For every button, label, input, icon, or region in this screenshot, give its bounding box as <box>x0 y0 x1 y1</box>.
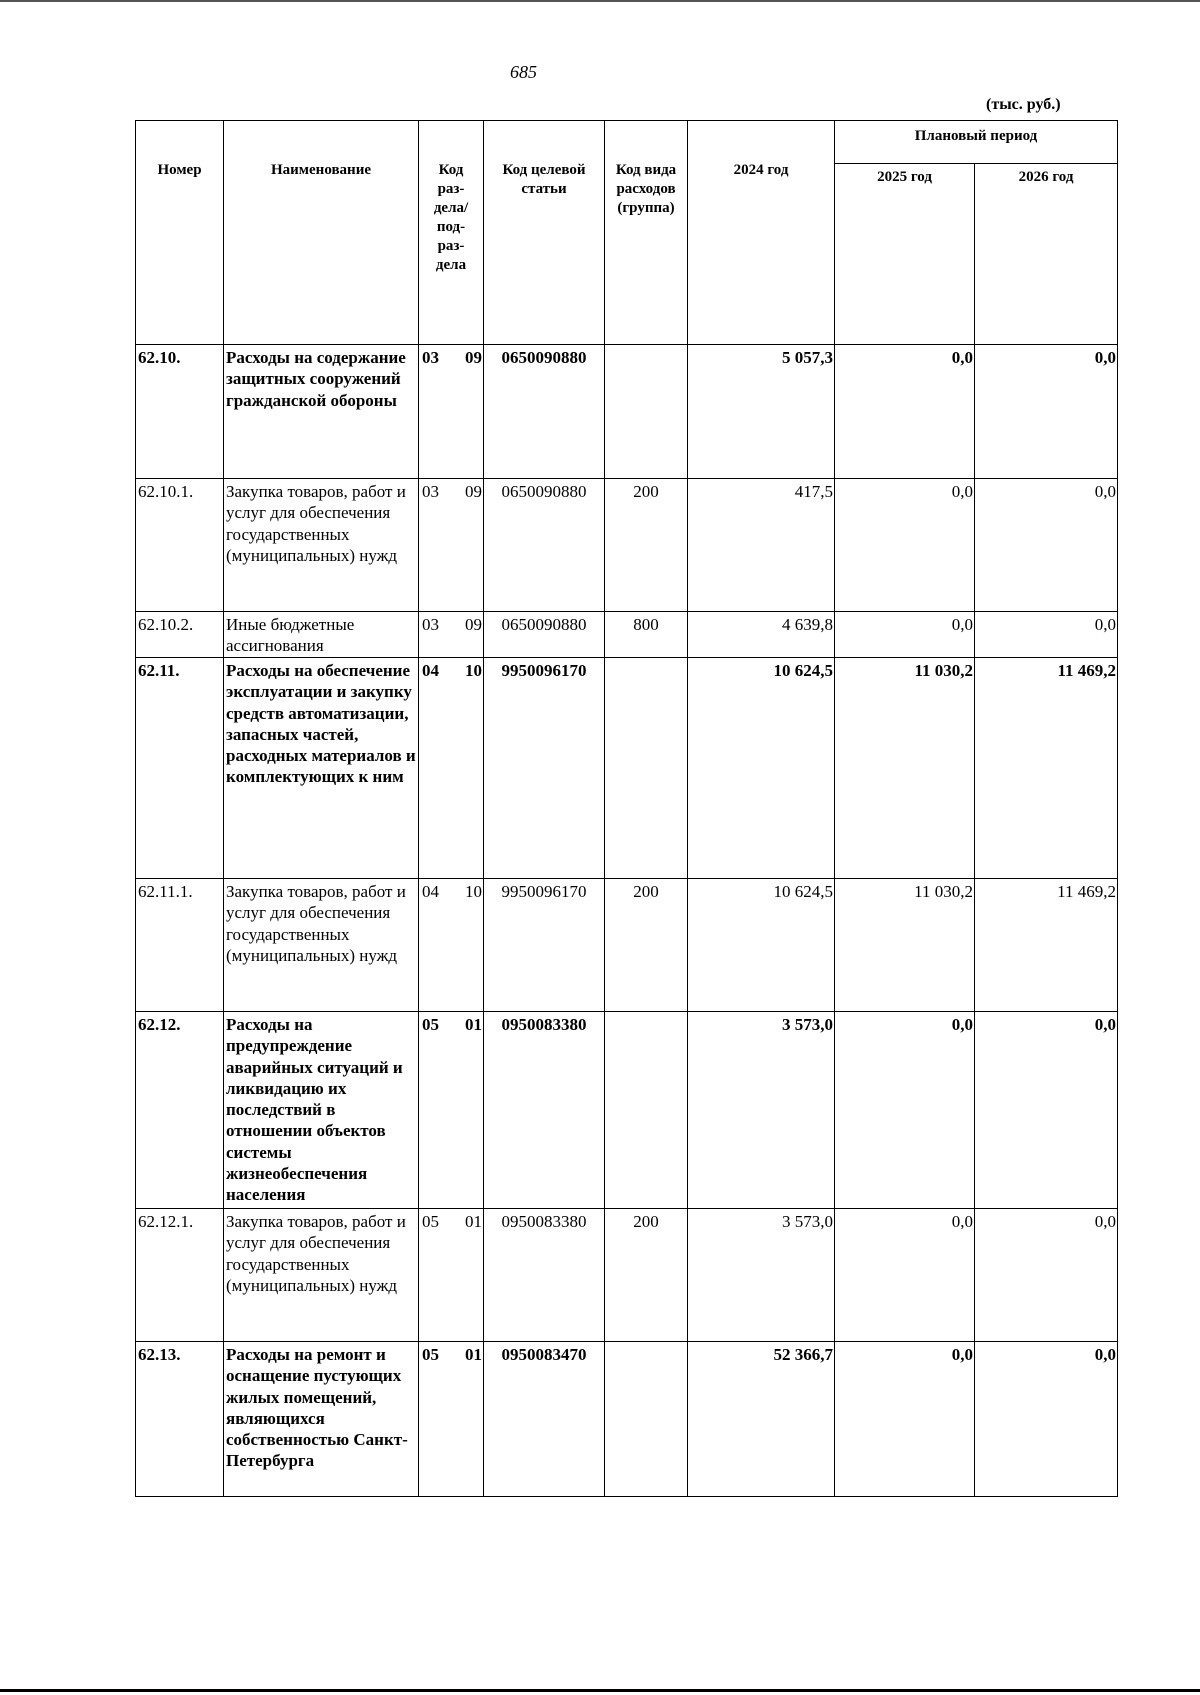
row-number: 62.10.2. <box>136 612 224 658</box>
row-amount-2024: 3 573,0 <box>688 1209 835 1342</box>
table-row <box>136 1342 1118 1497</box>
table-row <box>136 345 1118 479</box>
razdel: 05 <box>422 1212 439 1231</box>
table-row <box>136 1012 1118 1209</box>
podrazdel: 01 <box>465 1015 482 1034</box>
podrazdel: 09 <box>465 482 482 501</box>
table-row <box>136 658 1118 879</box>
row-amount-2024: 10 624,5 <box>688 658 835 879</box>
row-amount-2024: 417,5 <box>688 479 835 612</box>
row-amount-2026: 11 469,2 <box>975 658 1118 879</box>
row-amount-2024: 4 639,8 <box>688 612 835 658</box>
row-amount-2025: 0,0 <box>835 1209 975 1342</box>
podrazdel: 01 <box>465 1212 482 1231</box>
row-section-code <box>419 345 484 479</box>
table-row <box>136 1209 1118 1342</box>
row-number: 62.13. <box>136 1342 224 1497</box>
row-number: 62.12. <box>136 1012 224 1209</box>
row-number: 62.11. <box>136 658 224 879</box>
razdel: 05 <box>422 1015 439 1034</box>
row-expense-type: 200 <box>605 879 688 1012</box>
budget-table <box>135 120 1118 1497</box>
razdel: 03 <box>422 348 439 367</box>
row-number: 62.10.1. <box>136 479 224 612</box>
row-amount-2025: 0,0 <box>835 612 975 658</box>
row-target-code: 0950083470 <box>484 1342 605 1497</box>
row-amount-2024: 3 573,0 <box>688 1012 835 1209</box>
row-amount-2026: 0,0 <box>975 1209 1118 1342</box>
row-expense-type <box>605 345 688 479</box>
row-section-code <box>419 1209 484 1342</box>
razdel: 03 <box>422 482 439 501</box>
row-name: Закупка товаров, работ и услуг для обеспечения государственных (муниципальных) нужд <box>224 879 419 1012</box>
header-planning-period: Плановый период <box>835 121 1118 164</box>
row-target-code: 0950083380 <box>484 1012 605 1209</box>
row-number: 62.10. <box>136 345 224 479</box>
row-target-code: 9950096170 <box>484 879 605 1012</box>
row-target-code: 0950083380 <box>484 1209 605 1342</box>
row-section-code <box>419 612 484 658</box>
row-name: Расходы на ремонт и оснащение пустующих жилых помещений, являющихся собственностью Санкт-Петербурга <box>224 1342 419 1497</box>
header-name: Наименование <box>224 121 419 345</box>
units-label: (тыс. руб.) <box>986 96 1061 113</box>
table-row <box>136 479 1118 612</box>
podrazdel: 10 <box>465 882 482 901</box>
row-name: Иные бюджетные ассигнования <box>224 612 419 658</box>
row-target-code: 9950096170 <box>484 658 605 879</box>
row-section-code <box>419 879 484 1012</box>
row-amount-2025: 0,0 <box>835 1012 975 1209</box>
row-amount-2024: 10 624,5 <box>688 879 835 1012</box>
row-expense-type <box>605 1012 688 1209</box>
page-number: 685 <box>510 62 537 82</box>
row-amount-2025: 11 030,2 <box>835 879 975 1012</box>
podrazdel: 10 <box>465 661 482 680</box>
row-amount-2025: 0,0 <box>835 479 975 612</box>
row-number: 62.11.1. <box>136 879 224 1012</box>
row-name: Закупка товаров, работ и услуг для обеспечения государственных (муниципальных) нужд <box>224 1209 419 1342</box>
row-section-code <box>419 1342 484 1497</box>
header-year-2026: 2026 год <box>975 164 1118 345</box>
podrazdel: 09 <box>465 615 482 634</box>
header-section-code: Код раз-дела/ под-раз-дела <box>419 121 484 345</box>
podrazdel: 09 <box>465 348 482 367</box>
header-target-code: Код целевой статьи <box>484 121 605 345</box>
row-amount-2025: 11 030,2 <box>835 658 975 879</box>
row-amount-2026: 11 469,2 <box>975 879 1118 1012</box>
row-expense-type: 800 <box>605 612 688 658</box>
row-amount-2026: 0,0 <box>975 479 1118 612</box>
table-row <box>136 879 1118 1012</box>
top-border-line <box>0 0 1200 2</box>
row-target-code: 0650090880 <box>484 612 605 658</box>
row-target-code: 0650090880 <box>484 479 605 612</box>
header-year-2024: 2024 год <box>688 121 835 345</box>
podrazdel: 01 <box>465 1345 482 1364</box>
row-amount-2024: 52 366,7 <box>688 1342 835 1497</box>
razdel: 03 <box>422 615 439 634</box>
row-amount-2026: 0,0 <box>975 1012 1118 1209</box>
table-body <box>136 345 1118 1497</box>
row-amount-2026: 0,0 <box>975 1342 1118 1497</box>
row-amount-2025: 0,0 <box>835 345 975 479</box>
row-target-code: 0650090880 <box>484 345 605 479</box>
header-number: Номер <box>136 121 224 345</box>
row-expense-type <box>605 1342 688 1497</box>
row-name: Расходы на содержание защитных сооружений гражданской обороны <box>224 345 419 479</box>
row-number: 62.12.1. <box>136 1209 224 1342</box>
bottom-border-line <box>0 1689 1200 1692</box>
razdel: 05 <box>422 1345 439 1364</box>
row-amount-2025: 0,0 <box>835 1342 975 1497</box>
razdel: 04 <box>422 661 439 680</box>
row-name: Закупка товаров, работ и услуг для обеспечения государственных (муниципальных) нужд <box>224 479 419 612</box>
row-amount-2026: 0,0 <box>975 612 1118 658</box>
row-section-code <box>419 479 484 612</box>
header-year-2025: 2025 год <box>835 164 975 345</box>
row-expense-type <box>605 658 688 879</box>
row-expense-type: 200 <box>605 479 688 612</box>
row-section-code <box>419 658 484 879</box>
row-amount-2026: 0,0 <box>975 345 1118 479</box>
table-row <box>136 612 1118 658</box>
row-amount-2024: 5 057,3 <box>688 345 835 479</box>
row-expense-type: 200 <box>605 1209 688 1342</box>
row-section-code <box>419 1012 484 1209</box>
row-name: Расходы на обеспечение эксплуатации и закупку средств автоматизации, запасных частей, расходных материалов и комплектующих к ним <box>224 658 419 879</box>
header-expense-type-code: Код вида расходов (группа) <box>605 121 688 345</box>
razdel: 04 <box>422 882 439 901</box>
row-name: Расходы на предупреждение аварийных ситуаций и ликвидацию их последствий в отношении объектов системы жизнеобеспечения населения <box>224 1012 419 1209</box>
